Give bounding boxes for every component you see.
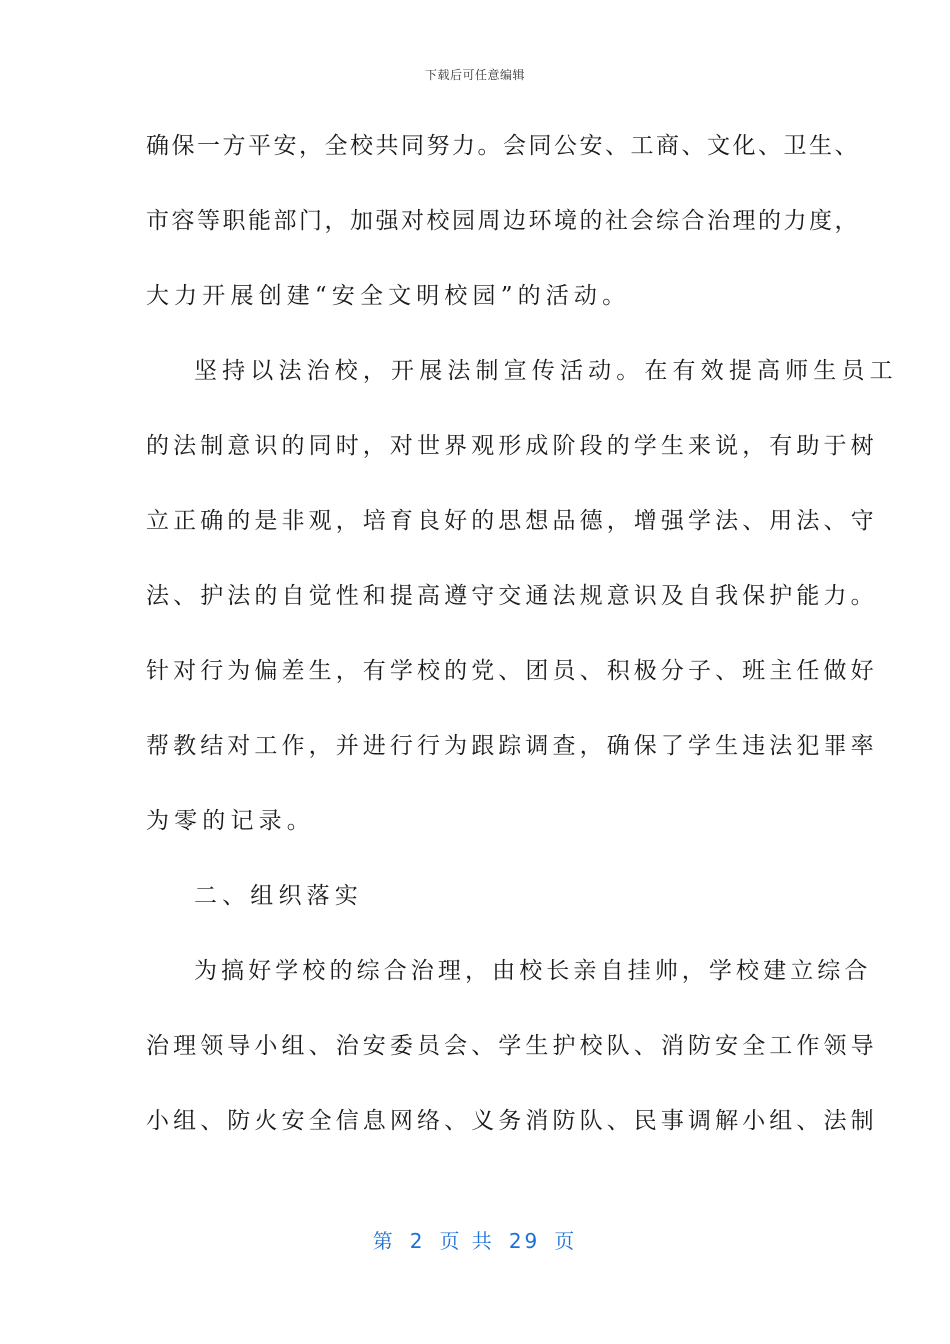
total-pages-number: 29 [508, 1229, 541, 1253]
text-line: 立正确的是非观，培育良好的思想品德，增强学法、用法、守 [146, 508, 878, 534]
footer-prefix: 第 [372, 1229, 396, 1253]
section-heading: 二、组织落实 [194, 883, 363, 909]
text-line: 的法制意识的同时，对世界观形成阶段的学生来说，有助于树 [146, 433, 878, 459]
page-footer [0, 1225, 950, 1254]
paragraph-start-line: 坚持以法治校，开展法制宣传活动。在有效提高师生员工 [194, 358, 898, 384]
footer-suffix: 页 [554, 1229, 578, 1253]
footer-middle: 页 共 [439, 1229, 495, 1253]
text-line: 市容等职能部门，加强对校园周边环境的社会综合治理的力度， [146, 208, 860, 234]
text-line: 确保一方平安，全校共同努力。会同公安、工商、文化、卫生、 [146, 133, 860, 159]
paragraph-start-line: 为搞好学校的综合治理，由校长亲自挂帅，学校建立综合 [194, 958, 872, 984]
text-line: 治理领导小组、治安委员会、学生护校队、消防安全工作领导 [146, 1033, 878, 1059]
text-line: 小组、防火安全信息网络、义务消防队、民事调解小组、法制 [146, 1108, 878, 1134]
current-page-number: 2 [409, 1229, 426, 1253]
text-line: 法、护法的自觉性和提高遵守交通法规意识及自我保护能力。 [146, 583, 878, 609]
text-line: 大力开展创建“安全文明校园”的活动。 [146, 283, 631, 309]
header-note: 下载后可任意编辑 [424, 68, 525, 82]
text-line: 为零的记录。 [146, 808, 315, 834]
document-body [146, 122, 898, 1172]
text-line: 针对行为偏差生，有学校的党、团员、积极分子、班主任做好 [146, 658, 878, 684]
text-line: 帮教结对工作，并进行行为跟踪调查，确保了学生违法犯罪率 [146, 733, 878, 759]
